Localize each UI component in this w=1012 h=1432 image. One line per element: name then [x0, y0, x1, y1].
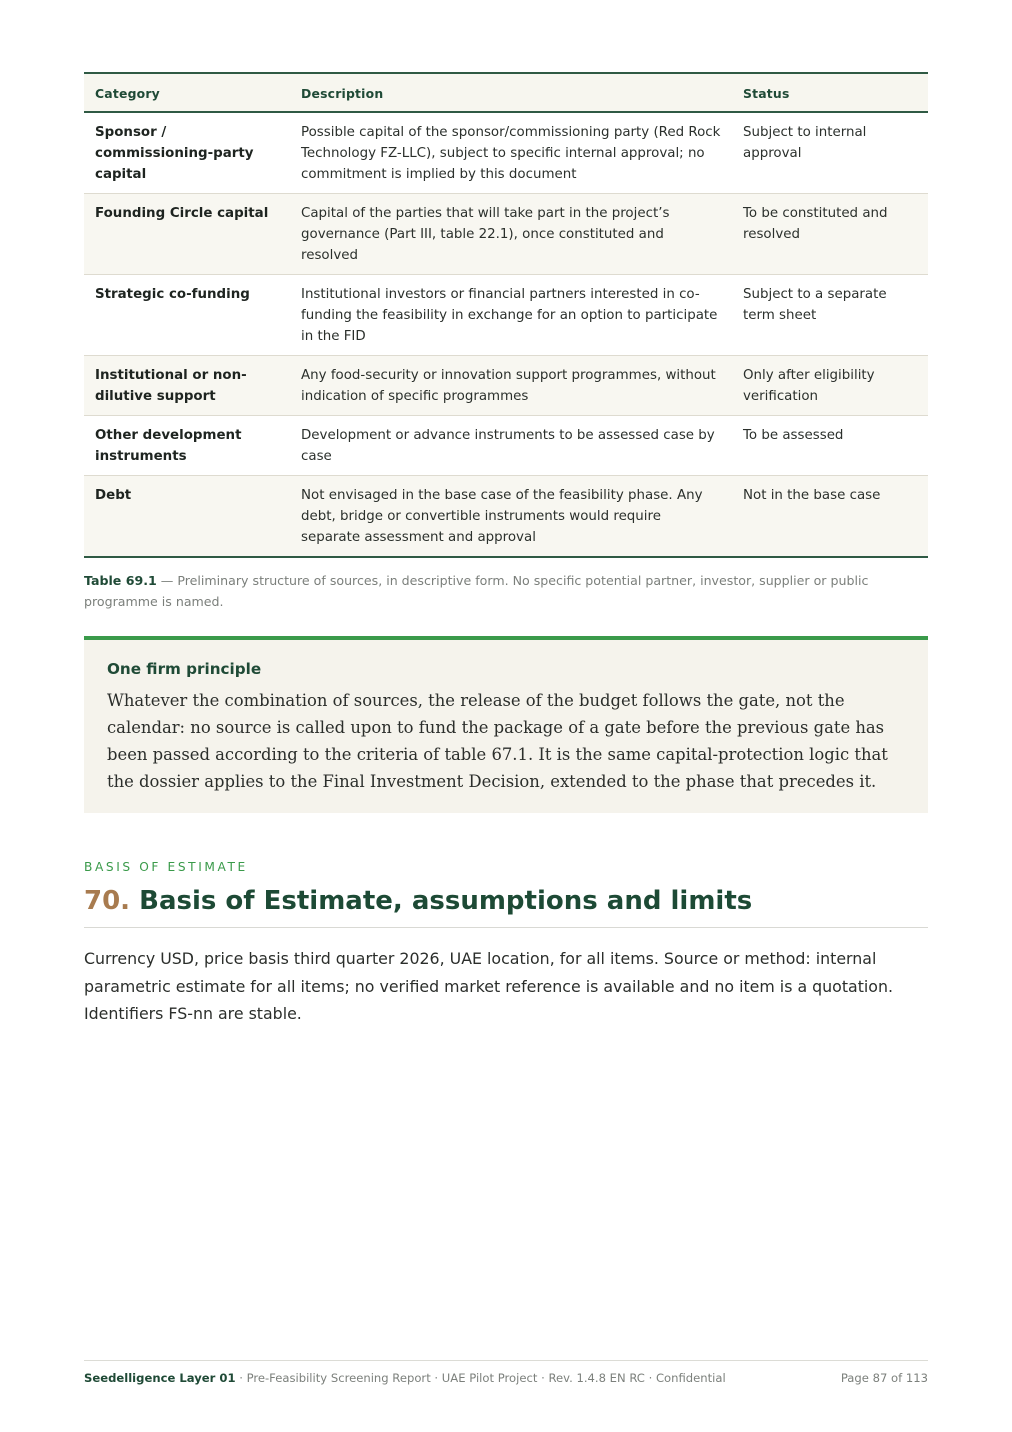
cell-category: Other development instruments: [84, 416, 290, 476]
cell-status: To be assessed: [732, 416, 928, 476]
table-row: [84, 416, 928, 476]
cell-category: Sponsor / commissioning-party capital: [84, 112, 290, 194]
cell-description: Institutional investors or financial partners interested in co-funding the feasibility in exchange for an option to participate in the FID: [290, 275, 732, 356]
section-body: Currency USD, price basis third quarter 2026, UAE location, for all items. Source or method: internal parametric estimate for all items; no verified market reference is available and no item is a quotation. Identifiers FS-nn are stable.: [84, 949, 894, 1023]
cell-status: Only after eligibility verification: [732, 356, 928, 416]
cell-status: Not in the base case: [732, 476, 928, 558]
column-header-category: Category: [84, 73, 290, 112]
cell-category: Debt: [84, 476, 290, 558]
table-row: [84, 476, 928, 558]
table-row: [84, 112, 928, 194]
table-header-row: [84, 73, 928, 112]
section-eyebrow: BASIS OF ESTIMATE: [84, 860, 248, 874]
cell-status: Subject to internal approval: [732, 112, 928, 194]
cell-status: To be constituted and resolved: [732, 194, 928, 275]
table-caption-text: — Preliminary structure of sources, in descriptive form. No specific potential partner, investor, supplier or public programme is named.: [84, 573, 869, 609]
section-number: 70.: [84, 886, 131, 916]
sources-table: [84, 72, 928, 558]
callout-body: Whatever the combination of sources, the release of the budget follows the gate, not the calendar: no source is called upon to fund the package of a gate before the previous gate has been passed according to the criteria of table 67.1. It is the same capital-protection logic that the dossier applies to the Final Investment Decision, extended to the phase that precedes it.: [107, 691, 888, 791]
column-header-status: Status: [732, 73, 928, 112]
footer-brand: Seedelligence Layer 01: [84, 1371, 236, 1385]
page-content: [84, 72, 928, 1028]
cell-description: Possible capital of the sponsor/commissioning party (Red Rock Technology FZ-LLC), subject to specific internal approval; no commitment is implied by this document: [290, 112, 732, 194]
cell-category: Founding Circle capital: [84, 194, 290, 275]
page-footer: [84, 1360, 928, 1385]
table-body: [84, 112, 928, 557]
cell-status: Subject to a separate term sheet: [732, 275, 928, 356]
footer-left: [84, 1371, 726, 1385]
table-caption-label: Table 69.1: [84, 573, 157, 588]
callout-title: One firm principle: [107, 660, 262, 678]
cell-category: Institutional or non-dilutive support: [84, 356, 290, 416]
section-title: Basis of Estimate, assumptions and limits: [139, 886, 753, 916]
footer-details: · Pre-Feasibility Screening Report · UAE Pilot Project · Rev. 1.4.8 EN RC · Confidential: [235, 1371, 726, 1385]
page-number: Page 87 of 113: [840, 1371, 928, 1385]
cell-description: Not envisaged in the base case of the feasibility phase. Any debt, bridge or convertible instruments would require separate assessment and approval: [290, 476, 732, 558]
table-row: [84, 194, 928, 275]
table-header: [84, 73, 928, 112]
table-row: [84, 275, 928, 356]
table-caption: [84, 570, 884, 612]
cell-category: Strategic co-funding: [84, 275, 290, 356]
principle-callout: [84, 636, 928, 813]
section-heading: [84, 885, 928, 928]
table-row: [84, 356, 928, 416]
cell-description: Development or advance instruments to be assessed case by case: [290, 416, 732, 476]
cell-description: Any food-security or innovation support programmes, without indication of specific programmes: [290, 356, 732, 416]
column-header-description: Description: [290, 73, 732, 112]
cell-description: Capital of the parties that will take part in the project’s governance (Part III, table 22.1), once constituted and resolved: [290, 194, 732, 275]
